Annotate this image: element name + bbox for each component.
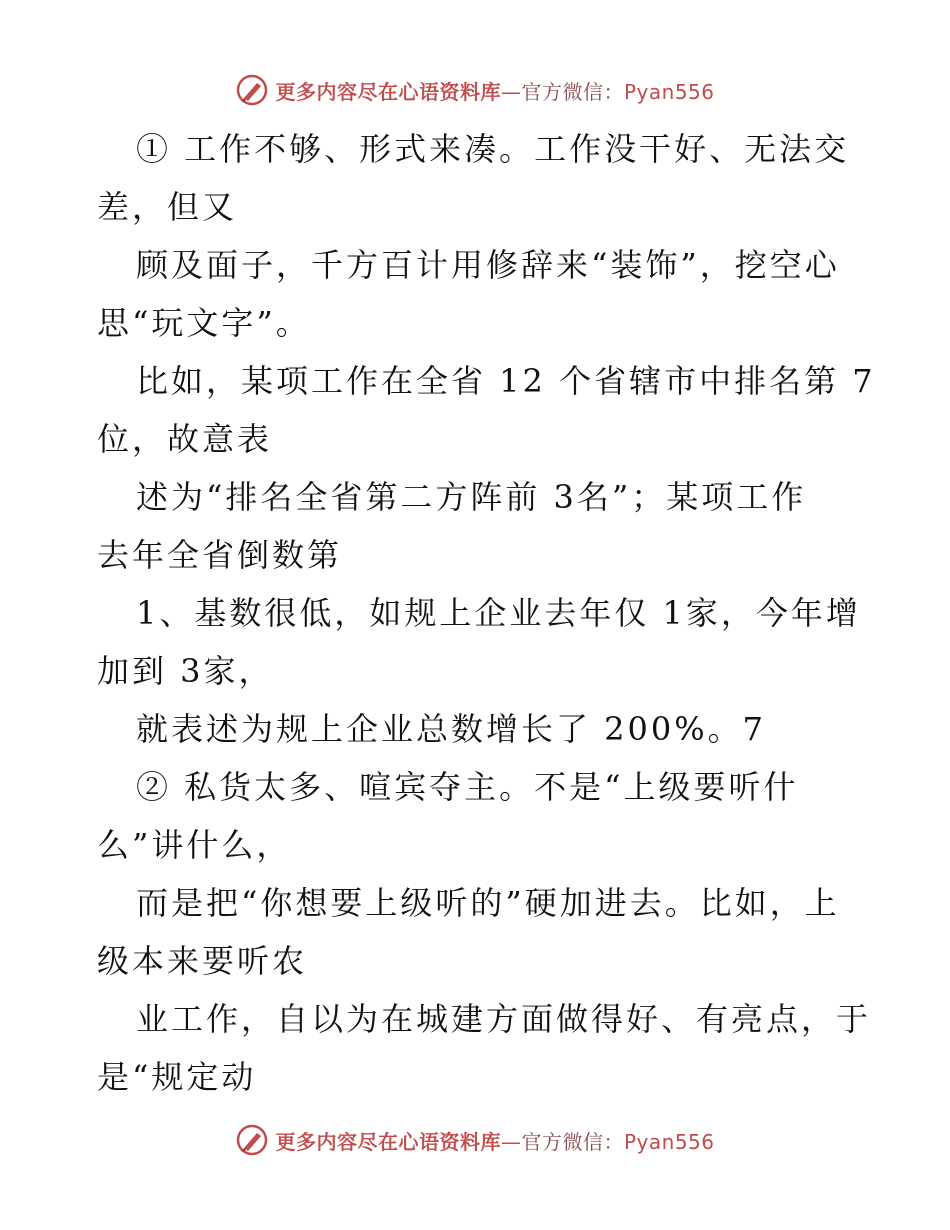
watermark-separator: — (500, 79, 522, 104)
watermark-sub: 官方微信： (521, 1129, 624, 1154)
watermark-text (275, 76, 714, 105)
watermark-text (275, 1126, 714, 1155)
text-line: 差，但又 (97, 188, 238, 226)
text-line: 是“规定动 (97, 1058, 257, 1096)
text-line: 而是把“你想要上级听的”硬加进去。比如，上 (136, 884, 840, 922)
header-watermark (0, 70, 950, 110)
watermark-id: Pyan556 (623, 1129, 715, 1154)
text-line: 级本来要听农 (97, 942, 308, 980)
text-line: 去年全省倒数第 (97, 536, 343, 574)
watermark-main: 更多内容尽在心语资料库 (275, 79, 501, 104)
text-line: ① 工作不够、形式来凑。工作没干好、无法交 (136, 130, 850, 168)
pen-logo-icon (235, 73, 269, 107)
text-line: ② 私货太多、喧宾夺主。不是“上级要听什 (136, 768, 799, 806)
text-line: 加到 3家， (97, 652, 274, 690)
watermark-id: Pyan556 (623, 79, 715, 104)
text-line: 么”讲什么， (97, 826, 292, 864)
text-line: 就表述为规上企业总数增长了 200%。7 (136, 710, 767, 748)
watermark-sub: 官方微信： (521, 79, 624, 104)
text-line: 述为“排名全省第二方阵前 3名”；某项工作 (136, 478, 807, 516)
text-line: 位，故意表 (97, 420, 273, 458)
watermark-main: 更多内容尽在心语资料库 (275, 1129, 501, 1154)
text-line: 思“玩文字”。 (97, 304, 311, 342)
pen-logo-icon (235, 1123, 269, 1157)
text-line: 业工作，自以为在城建方面做得好、有亮点，于 (136, 1000, 872, 1038)
footer-watermark (0, 1120, 950, 1160)
text-line: 1、基数很低，如规上企业去年仅 1家，今年增 (136, 594, 861, 632)
text-line: 顾及面子，千方百计用修辞来“装饰”，挖空心 (136, 246, 840, 284)
watermark-separator: — (500, 1129, 522, 1154)
text-line: 比如，某项工作在全省 12 个省辖市中排名第 7 (136, 362, 876, 400)
